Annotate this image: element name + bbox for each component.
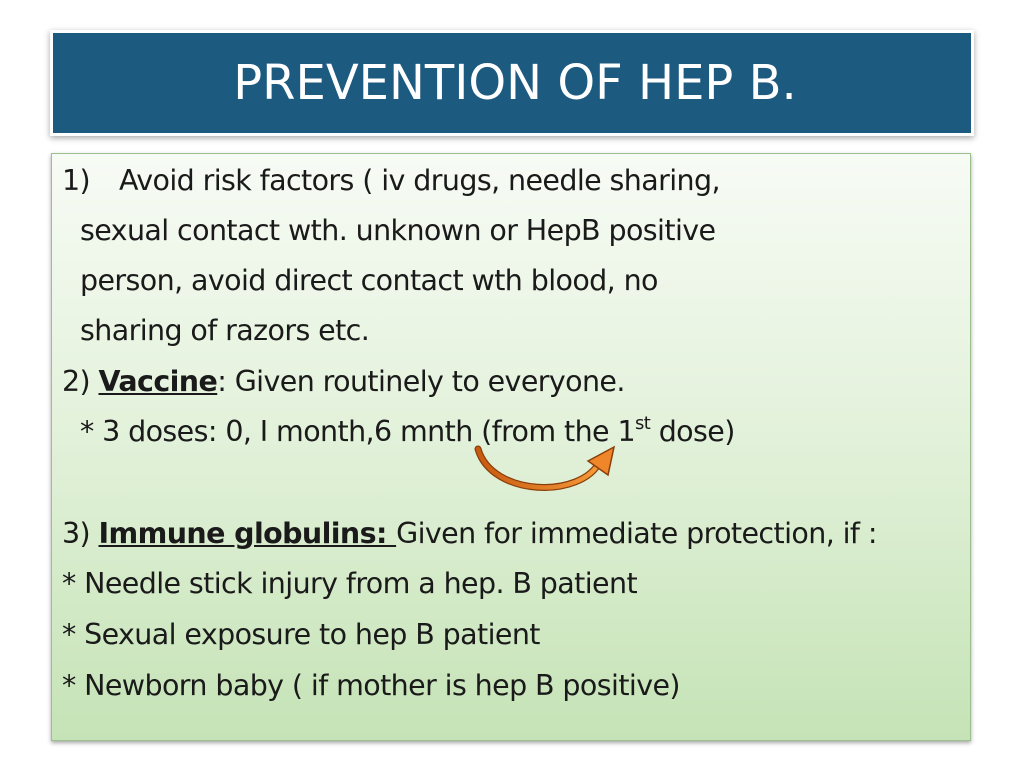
- item-3-line: [62, 517, 877, 551]
- item-3-heading: Immune globulins:: [98, 517, 397, 550]
- slide-title: PREVENTION OF HEP B.: [233, 55, 797, 111]
- content-box: [51, 153, 971, 741]
- item-1-line-1: [62, 164, 720, 198]
- item-3-text: Given for immediate protection, if :: [396, 517, 877, 550]
- doses-superscript: st: [634, 412, 651, 434]
- item-2-doses: [80, 412, 735, 449]
- item-2-number: 2): [62, 365, 99, 398]
- item-3-bullet-1: * Needle stick injury from a hep. B patient: [62, 567, 638, 600]
- item-1-text-1: Avoid risk factors ( iv drugs, needle sharing,: [119, 164, 720, 197]
- item-1-line-2: sexual contact wth. unknown or HepB positive: [80, 214, 716, 247]
- item-3-bullet-3: * Newborn baby ( if mother is hep B positive): [62, 669, 680, 702]
- item-3-number: 3): [62, 517, 99, 550]
- item-1-line-4: sharing of razors etc.: [80, 314, 370, 347]
- item-2-line: [62, 365, 625, 399]
- title-bar: [53, 33, 971, 133]
- item-1-line-3: person, avoid direct contact wth blood, no: [80, 264, 658, 297]
- doses-text: * 3 doses: 0, I month,6 mnth (from the 1: [80, 415, 635, 448]
- item-2-heading: Vaccine: [98, 365, 218, 398]
- item-2-text: : Given routinely to everyone.: [217, 365, 625, 398]
- item-3-bullet-2: * Sexual exposure to hep B patient: [62, 618, 540, 651]
- item-1-number: 1): [62, 164, 91, 197]
- curved-arrow-icon: [472, 439, 622, 499]
- doses-text-end: dose): [650, 415, 735, 448]
